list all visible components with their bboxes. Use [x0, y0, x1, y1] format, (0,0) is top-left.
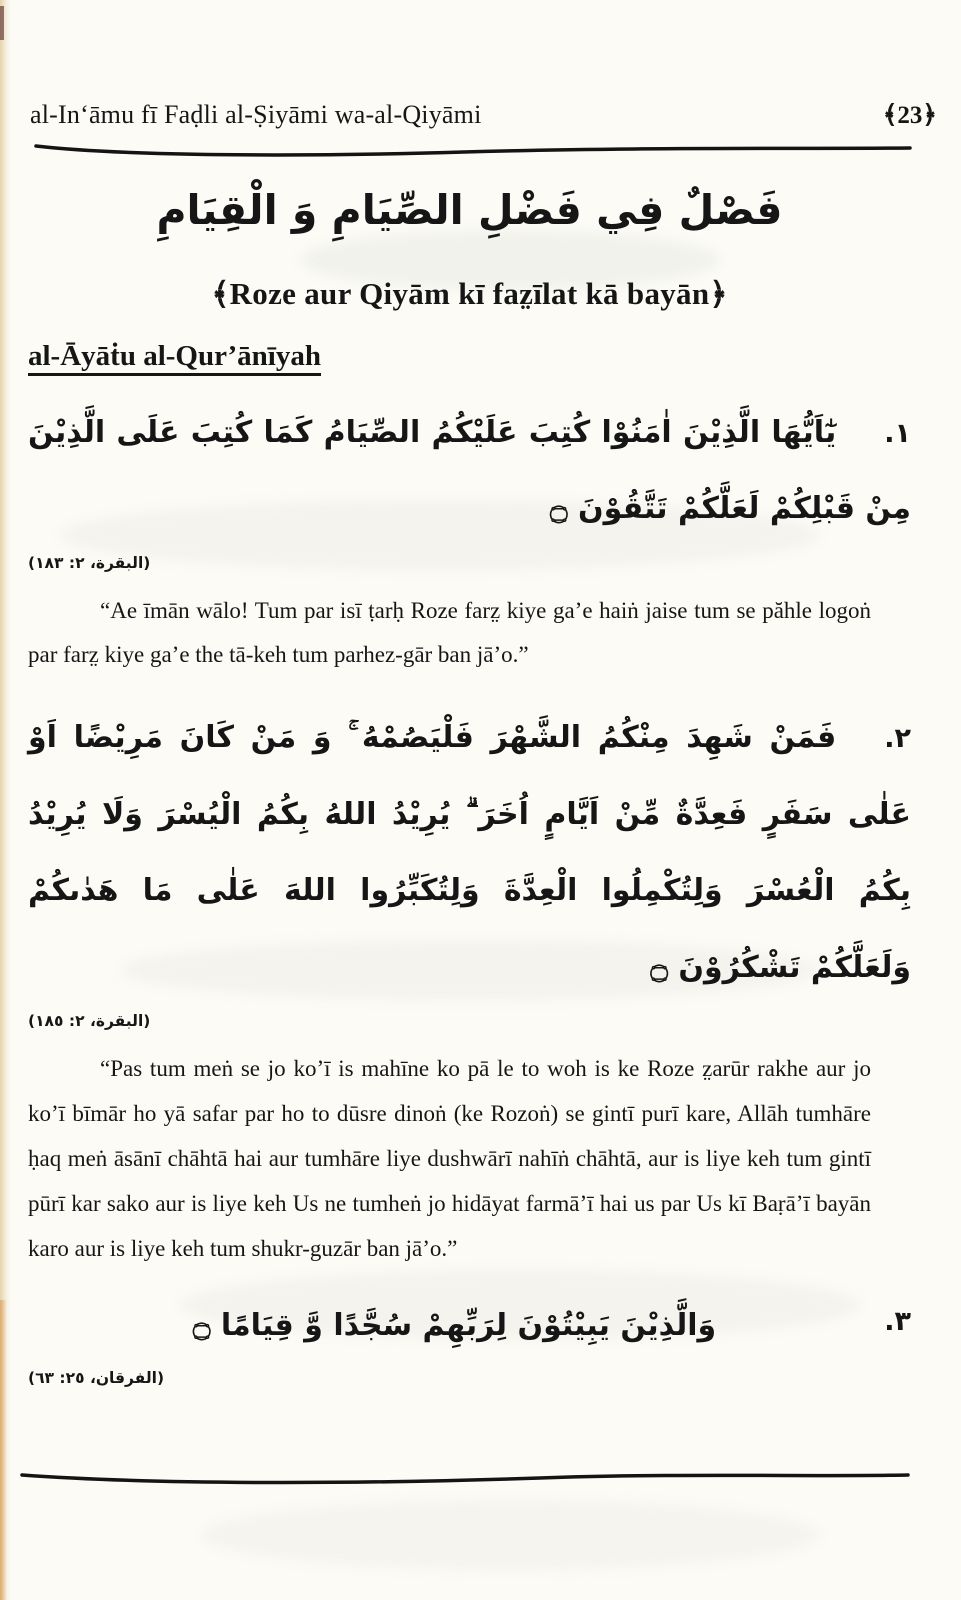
verse-translation-2: “Pas tum meṅ se jo ko’ī is mahīne ko pā le to woh is ke Roze z̤arūr rakhe aur jo ko’ī bīmār ho yā safar par ho to dūsre dinoṅ (ke Rozoṅ) se gintī purī kare, Allāh tumhāre ḥaq meṅ āsānī chāhtā hai aur tumhāre liye dushwārī nahīṅ chāhtā, aur is liye keh tum gintī pūrī kar sako aur is liye keh Us ne tumheṅ jo hidāyat farmā’ī hai us par Us kī Baṛā’ī bayān karo aur is liye keh tum shukr-guzār ban jā’o.”	[28, 1056, 871, 1261]
verse-number: ٣.	[884, 1305, 911, 1337]
chapter-title-arabic: فَصْلٌ فِي فَضْلِ الصِّيَامِ وَ الْقِيَامِ	[156, 186, 783, 234]
verse-block-3	[28, 1288, 911, 1363]
verse-reference-3	[28, 1369, 911, 1388]
verse-reference-text: (البقرة، ٢: ١٨٣)	[28, 553, 151, 572]
verse-block-2	[28, 700, 911, 1006]
verse-arabic-text: فَمَنْ شَهِدَ مِنْكُمُ الشَّهْرَ فَلْيَصُمْهُ ۚ وَ مَنْ كَانَ مَرِيْضًا اَوْ عَلٰى سَفَرٍ فَعِدَّةٌ مِّنْ اَيَّامٍ اُخَرَ ۗ يُرِيْدُ اللهُ بِكُمُ الْيُسْرَ وَلَا يُرِيْدُ بِكُمُ الْعُسْرَ وَلِتُكْمِلُوا الْعِدَّةَ وَلِتُكَبِّرُوا اللهَ عَلٰى مَا هَدٰىكُمْ وَلَعَلَّكُمْ تَشْكُرُوْنَ ۝	[28, 720, 911, 985]
verse-reference-text: (البقرة، ٢: ١٨٥)	[28, 1012, 151, 1031]
verse-translation-1: “Ae īmān wālo! Tum par isī ṭarḥ Roze farz̤ kiye ga’e haiṅ jaise tum se păhle logoṅ par farz̤ kiye ga’e the tā-keh tum parhez-gār ban jā’o.”	[28, 597, 871, 668]
section-heading	[28, 340, 911, 373]
bleedthrough-smudge	[200, 1500, 820, 1570]
scan-corner-mark	[0, 6, 4, 40]
page-content	[28, 166, 911, 1388]
running-header	[30, 100, 937, 130]
scan-edge-bottom-tint	[0, 1300, 7, 1600]
verse-number: ٢.	[884, 723, 911, 755]
footer-rule	[20, 1468, 912, 1488]
verse-number: ١.	[884, 417, 911, 449]
verse-arabic-text: وَالَّذِيْنَ يَبِيْتُوْنَ لِرَبِّهِمْ سُجَّدًا وَّ قِيَامًا ۝	[192, 1307, 717, 1343]
header-rule	[34, 141, 912, 159]
verse-reference-2	[28, 1012, 911, 1031]
verse-arabic-text: يٰٓاَيُّهَا الَّذِيْنَ اٰمَنُوْا كُتِبَ عَلَيْكُمُ الصِّيَامُ كَمَا كُتِبَ عَلَى الَّذِيْنَ مِنْ قَبْلِكُمْ لَعَلَّكُمْ تَتَّقُوْنَ ۝	[28, 414, 911, 527]
verse-block-1	[28, 395, 911, 548]
verse-reference-text: (الفرقان، ٢٥: ٦٣)	[28, 1368, 165, 1387]
verse-reference-1	[28, 554, 911, 573]
section-heading-text: al-Āyāṫu al-Qur’ānīyah	[28, 340, 321, 376]
running-header-title: al-In‘āmu fī Faḍli al-Ṣiyāmi wa-al-Qiyāmi	[30, 100, 482, 129]
scan-edge-tint	[0, 0, 11, 1600]
chapter-heading-transliteration: ﴾Roze aur Qiyām kī faz̤īlat kā bayān﴿	[211, 275, 728, 311]
page-number: ﴾23﴿	[882, 102, 937, 129]
